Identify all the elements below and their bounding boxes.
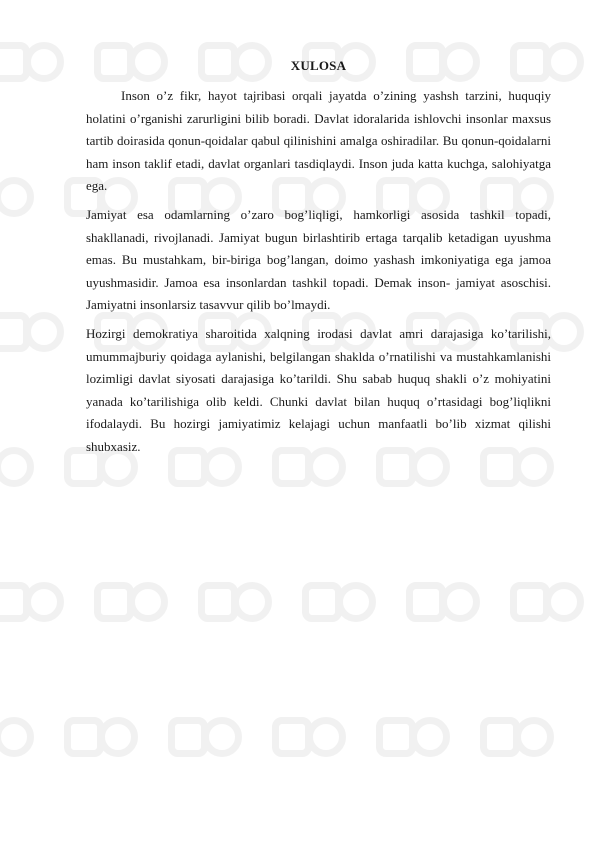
paragraph-1: Inson o’z fikr, hayot tajribasi orqali jayatda o’zining yashsh tarzini, huquqiy holatini o’rganishi zarurligini bilib boradi. Davlat idoralarida ishlovchi insonlar maxsus tartib doirasida qonun-qoidalar qabul qilinishini amalga oshiradilar. Bu qonun-qoidalarni ham inson taklif etadi, davlat organlari tasdiqlaydi. Inson juda katta kuchga, salohiyatga ega.	[86, 88, 551, 194]
paragraph-3: Hozirgi demokratiya sharoitida xalqning irodasi davlat amri darajasiga ko’tarilishi, umummajburiy qoidaga aylanishi, belgilangan shaklda o’rnatilishi va mustahkamlanishi lozimligi davlat siyosati darajasiga ko’tarildi. Shu sabab huquq shakli o’z mohiyatini yanada ko’tarilishiga olib keldi. Chunki davlat bilan huquq o’rtasidagi bog’liqlikni ifodalaydi. Bu hozirgi jamiyatimiz kelajagi uchun manfaatli bo’lib xizmat qilishi shubxasiz.	[86, 326, 551, 454]
document-title: XULOSA	[290, 58, 347, 73]
paragraph-2: Jamiyat esa odamlarning o’zaro bog’liqligi, hamkorligi asosida tashkil topadi, shakllanadi, rivojlanadi. Jamiyat bugun birlashtirib ertaga tarqalib ketadigan uyushma emas. Bu mustahkam, bir-biriga bog’langan, doimo yashash imkoniyatiga ega jamoa uyushmasidir. Jamoa esa insonlardan tashkil topadi. Demak inson- jamiyat asoschisi. Jamiyatni insonlarsiz tasavvur qilib bo’lmaydi.	[86, 207, 551, 313]
document-body	[86, 55, 551, 465]
